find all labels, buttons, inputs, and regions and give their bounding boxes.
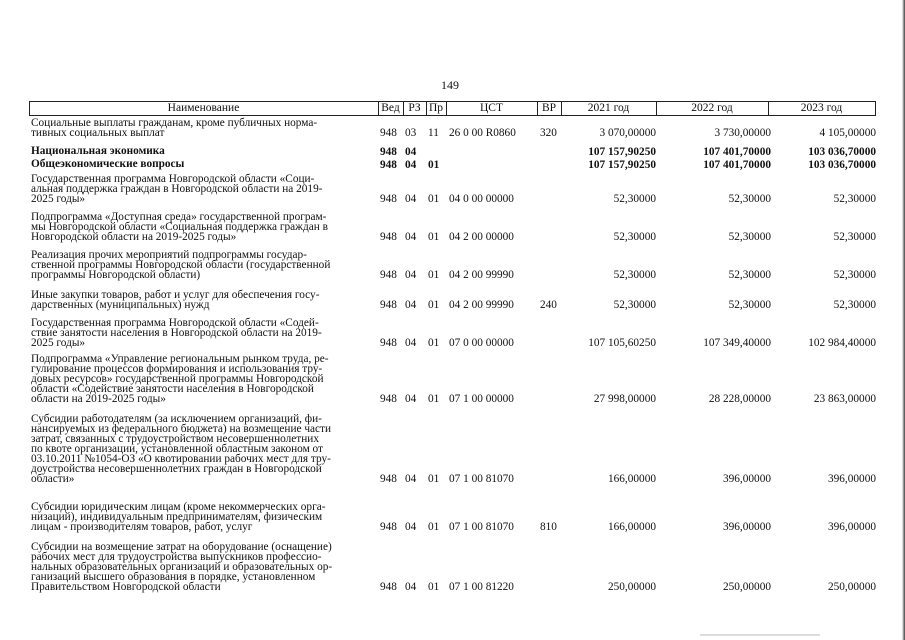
row-y2023: 103 036,70000 [808, 159, 876, 171]
row-y2023: 52,30000 [833, 269, 876, 281]
row-y2021: 107 157,90250 [588, 146, 656, 158]
row-ved: 948 [380, 127, 397, 139]
row-y2021: 27 998,00000 [593, 393, 656, 405]
row-name: Субсидии работодателям (за исключением организаций, фи- нансируемых из федерального бюджета) на возмещение части затрат, связанных с трудоустройством несовершеннолетних по квоте организации, установленной областным законом от 03.10.2011 №1054-ОЗ «О квотировании рабочих мест для тру- доустройства несовершеннолетних граждан в Новгородской области» [31, 413, 332, 485]
row-pr: 01 [428, 473, 440, 485]
header-vr: ВР [541, 102, 557, 114]
row-pr: 11 [428, 127, 439, 139]
row-rz: 04 [405, 159, 417, 171]
table-row [29, 502, 876, 533]
row-rz: 04 [405, 299, 417, 311]
row-name: Государственная программа Новгородской области «Соци- альная поддержка граждан в Новгородской области на 2019- 2025 годы» [31, 173, 323, 205]
row-ved: 948 [380, 193, 397, 205]
header-2023: 2023 год [800, 102, 843, 114]
row-pr: 01 [428, 581, 440, 593]
row-y2022: 396,00000 [722, 521, 771, 533]
row-rz: 04 [405, 337, 417, 349]
header-rz: РЗ [408, 102, 421, 114]
row-pr: 01 [428, 337, 440, 349]
row-cst: 26 0 00 R0860 [449, 127, 516, 139]
row-cst: 07 1 00 81220 [449, 581, 514, 593]
table-row [29, 354, 876, 405]
row-ved: 948 [380, 581, 397, 593]
row-name: Иные закупки товаров, работ и услуг для обеспечения госу- дарственных (муниципальных) нужд [31, 289, 320, 311]
row-y2022: 250,00000 [722, 581, 771, 593]
row-pr: 01 [428, 231, 440, 243]
row-rz: 04 [405, 393, 417, 405]
row-name: Общеэкономические вопросы [31, 158, 185, 170]
row-y2023: 103 036,70000 [808, 146, 876, 158]
row-y2023: 52,30000 [833, 299, 876, 311]
row-y2022: 52,30000 [728, 231, 771, 243]
row-ved: 948 [380, 269, 397, 281]
row-ved: 948 [380, 393, 397, 405]
row-name: Субсидии на возмещение затрат на оборудование (оснащение) рабочих мест для трудоустройства выпускников профессио- нальных образовательных организаций и образовательных ор- ганизаций высшего образования в порядке, установленном Правительством Новгородской области [31, 541, 333, 593]
row-y2023: 396,00000 [827, 521, 876, 533]
row-vr: 810 [540, 521, 557, 533]
row-y2022: 107 349,40000 [703, 337, 771, 349]
row-y2023: 23 863,00000 [813, 393, 876, 405]
row-y2023: 52,30000 [833, 193, 876, 205]
scan-smudge [700, 634, 820, 636]
row-cst: 04 2 00 00000 [449, 231, 514, 243]
row-rz: 04 [405, 581, 417, 593]
row-cst: 04 0 00 00000 [449, 193, 514, 205]
row-cst: 04 2 00 99990 [449, 299, 514, 311]
table-row [29, 318, 876, 349]
row-vr: 240 [540, 299, 557, 311]
row-y2022: 107 401,70000 [703, 159, 771, 171]
row-ved: 948 [380, 159, 397, 171]
header-cst: ЦСТ [480, 102, 503, 114]
row-cst: 07 1 00 81070 [449, 521, 514, 533]
header-ved: Вед [381, 102, 400, 114]
page-number: 149 [441, 78, 459, 92]
table-row [29, 146, 876, 158]
row-y2022: 52,30000 [728, 269, 771, 281]
row-rz: 04 [405, 146, 417, 158]
table-row [29, 542, 876, 593]
row-name: Подпрограмма «Управление региональным рынком труда, ре- гулирование процессов формирования и использования тру- довых ресурсов» государственной программы Новгородской области «Содействие занятости населения в Новгородской области на 2019-2025 годы» [31, 353, 329, 405]
row-y2021: 107 157,90250 [588, 159, 656, 171]
row-rz: 04 [405, 193, 417, 205]
row-rz: 04 [405, 231, 417, 243]
row-name: Социальные выплаты гражданам, кроме публичных норма- тивных социальных выплат [31, 117, 318, 139]
table-row [29, 250, 876, 281]
table-row [29, 174, 876, 205]
row-y2021: 3 070,00000 [599, 127, 656, 139]
row-ved: 948 [380, 337, 397, 349]
table-row [29, 118, 876, 139]
table-header [29, 101, 876, 115]
row-vr: 320 [540, 127, 557, 139]
table-row [29, 159, 876, 171]
row-y2021: 166,00000 [607, 521, 656, 533]
row-ved: 948 [380, 521, 397, 533]
row-ved: 948 [380, 473, 397, 485]
row-y2022: 396,00000 [722, 473, 771, 485]
row-rz: 04 [405, 269, 417, 281]
row-y2023: 4 105,00000 [819, 127, 876, 139]
header-name: Наименование [167, 102, 240, 114]
row-y2021: 52,30000 [613, 269, 656, 281]
row-y2021: 52,30000 [613, 299, 656, 311]
row-pr: 01 [428, 393, 440, 405]
row-y2023: 396,00000 [827, 473, 876, 485]
row-y2023: 102 984,40000 [808, 337, 876, 349]
row-pr: 01 [428, 299, 440, 311]
row-name: Подпрограмма «Доступная среда» государственной програм- мы Новгородской области «Социальная поддержка граждан в Новгородской области на 2019-2025 годы» [31, 211, 328, 243]
row-cst: 07 0 00 00000 [449, 337, 514, 349]
row-y2021: 52,30000 [613, 193, 656, 205]
row-cst: 07 1 00 00000 [449, 393, 514, 405]
row-y2022: 3 730,00000 [714, 127, 771, 139]
row-name: Реализация прочих мероприятий подпрограммы государ- ственной программы Новгородской области (государственной программы Новгородской области) [31, 249, 331, 281]
row-y2021: 250,00000 [607, 581, 656, 593]
row-y2023: 52,30000 [833, 231, 876, 243]
header-2022: 2022 год [691, 102, 733, 114]
row-y2021: 107 105,60250 [588, 337, 656, 349]
row-ved: 948 [380, 231, 397, 243]
row-y2021: 166,00000 [607, 473, 656, 485]
row-pr: 01 [428, 193, 440, 205]
row-rz: 03 [405, 127, 417, 139]
row-ved: 948 [380, 299, 397, 311]
row-rz: 04 [405, 521, 417, 533]
row-ved: 948 [380, 146, 397, 158]
table-row [29, 290, 876, 311]
row-y2021: 52,30000 [613, 231, 656, 243]
row-name: Национальная экономика [31, 145, 165, 157]
row-pr: 01 [428, 521, 440, 533]
row-cst: 04 2 00 99990 [449, 269, 514, 281]
row-y2022: 28 228,00000 [708, 393, 771, 405]
row-rz: 04 [405, 473, 417, 485]
row-name: Субсидии юридическим лицам (кроме некоммерческих орга- низаций), индивидуальным предпринимателям, физическим лицам - производителям товаров, работ, услуг [31, 501, 326, 533]
row-y2022: 107 401,70000 [703, 146, 771, 158]
header-2021: 2021 год [587, 102, 630, 114]
row-cst: 07 1 00 81070 [449, 473, 514, 485]
table-row [29, 212, 876, 243]
row-pr: 01 [428, 269, 440, 281]
table-row [29, 414, 876, 485]
row-y2022: 52,30000 [728, 193, 771, 205]
row-y2023: 250,00000 [827, 581, 876, 593]
row-name: Государственная программа Новгородской области «Содей- ствие занятости населения в Новгородской области на 2019- 2025 годы» [31, 317, 322, 349]
row-y2022: 52,30000 [728, 299, 771, 311]
row-pr: 01 [428, 159, 440, 171]
header-pr: Пр [428, 102, 444, 114]
